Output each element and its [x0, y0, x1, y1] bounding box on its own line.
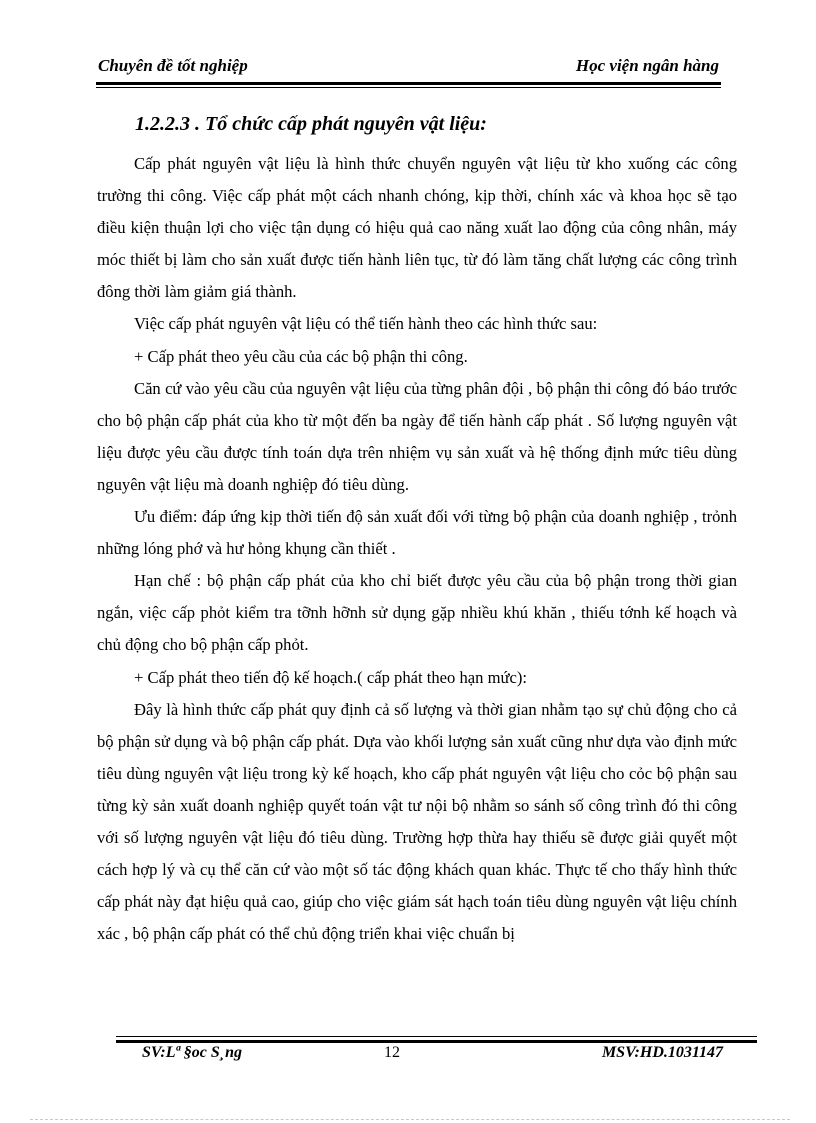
- page-footer: [116, 1044, 757, 1068]
- paragraph: Hạn chế : bộ phận cấp phát của kho chỉ biết được yêu cầu của bộ phận trong thời gian ngắn, việc cấp phỏt kiểm tra tỡnh hỡnh sử dụng gặp nhiều khú khăn , thiếu tớnh kế hoạch và chủ động cho bộ phận cấp phỏt.: [97, 571, 737, 655]
- body-text: [97, 148, 737, 950]
- section-heading: 1.2.2.3 . Tổ chức cấp phát nguyên vật liệu:: [135, 113, 487, 135]
- footer-student-id: MSV:HD.1031147: [601, 1044, 723, 1061]
- paragraph: + Cấp phát theo tiến độ kế hoạch.( cấp phát theo hạn mức):: [134, 667, 527, 687]
- header-right-title: Học viện ngân hàng: [575, 56, 719, 75]
- paragraph: Cấp phát nguyên vật liệu là hình thức chuyển nguyên vật liệu từ kho xuống các công trường thi công. Việc cấp phát một cách nhanh chóng, kịp thời, chính xác và khoa học sẽ tạo điều kiện thuận lợi cho việc tận dụng có hiệu quả cao năng xuất lao động của công nhân, máy móc thiết bị làm cho sản xuất được tiến hành liên tục, từ đó làm tăng chất lượng các công trình đông thời làm giảm giá thành.: [97, 154, 737, 302]
- paragraph: Ưu điểm: đáp ứng kịp thời tiến độ sản xuất đối với từng bộ phận của doanh nghiệp , trỏnh những lóng phớ và hư hỏng khụng cần thiết .: [97, 507, 737, 559]
- paragraph: Căn cứ vào yêu cầu của nguyên vật liệu của từng phân đội , bộ phận thi công đó báo trước cho bộ phận cấp phát của kho từ một đến ba ngày để tiến hành cấp phát . Số lượng nguyên vật liệu được yêu cầu được tính toán dựa trên nhiệm vụ sản xuất và hệ thống định mức tiêu dùng nguyên vật liệu mà doanh nghiệp đó tiêu dùng.: [97, 378, 737, 494]
- footer-rule-thick: [116, 1040, 757, 1043]
- footer-student-name: SV:Lª §oc S¸ng: [142, 1044, 242, 1061]
- paragraph: Đây là hình thức cấp phát quy định cả số lượng và thời gian nhằm tạo sự chủ động cho cả bộ phận sử dụng và bộ phận cấp phát. Dựa vào khối lượng sản xuất cũng như dựa vào định mức tiêu dùng nguyên vật liệu trong kỳ kế hoạch, kho cấp phát nguyên vật liệu cho cỏc bộ phận sau từng kỳ sản xuất doanh nghiệp quyết toán vật tư nội bộ nhằm so sánh số công trình đó thi công với số lượng nguyên vật liệu đó tiêu dùng. Trường hợp thừa hay thiếu sẽ được giải quyết một cách hợp lý và cụ thể căn cứ vào một số tác động khách quan khác. Thực tế cho thấy hình thức cấp phát này đạt hiệu quả cao, giúp cho việc giám sát hạch toán tiêu dùng nguyên vật liệu chính xác , bộ phận cấp phát có thể chủ động triển khai việc chuẩn bị: [97, 699, 737, 944]
- header-left-title: Chuyên đề tốt nghiệp: [98, 56, 248, 75]
- header-rule-thin: [96, 87, 721, 88]
- paragraph: Việc cấp phát nguyên vật liệu có thể tiến hành theo các hình thức sau:: [134, 314, 598, 334]
- footer-rule-thin: [116, 1036, 757, 1037]
- page-header: [96, 56, 721, 84]
- page-boundary: [30, 1119, 790, 1120]
- paragraph: + Cấp phát theo yêu cầu của các bộ phận thi công.: [134, 346, 468, 366]
- header-rule-thick: [96, 82, 721, 85]
- page-number: 12: [384, 1044, 400, 1061]
